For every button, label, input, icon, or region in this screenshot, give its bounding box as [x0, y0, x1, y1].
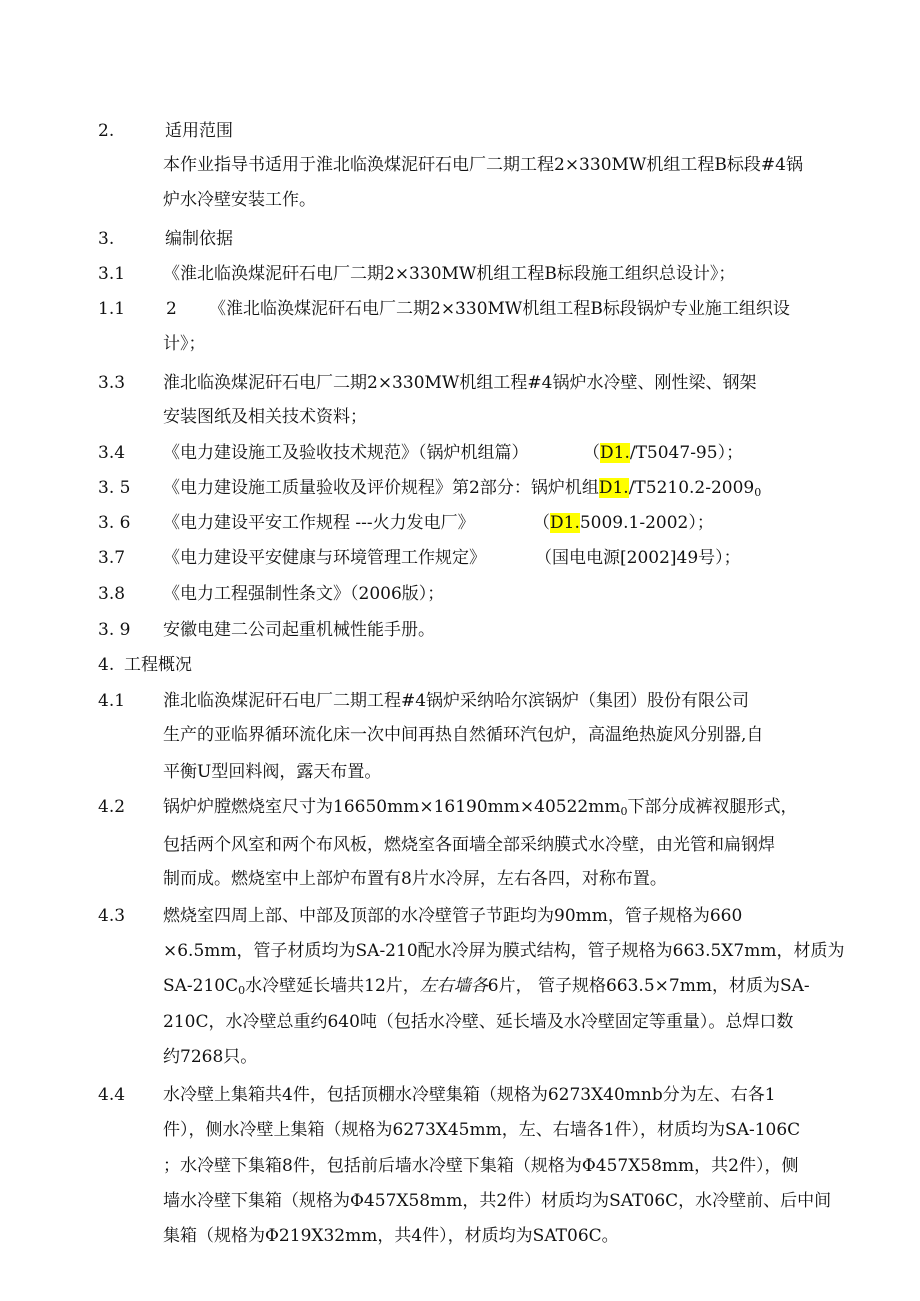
section-title: 工程概况 — [124, 655, 192, 675]
item-number: 3.4 — [98, 443, 126, 463]
standard-code: （D1./T5047-95）； — [583, 443, 744, 463]
item-text: 安装图纸及相关技术资料； — [163, 407, 367, 427]
item-text: 生产的亚临界循环流化床一次中间再热自然循环汽包炉，高温绝热旋风分别器,自 — [163, 725, 764, 745]
list-item-3-9 — [0, 613, 920, 647]
list-item-4-1 — [0, 684, 920, 718]
list-item-4-2 — [0, 790, 920, 824]
item-text: 《电力建设施工质量验收及评价规程》第2部分：锅炉机组$D1./T5210.2-2009_0$ — [163, 478, 762, 499]
item-text: 《电力建设平安健康与环境管理工作规定》 — [163, 548, 486, 568]
list-item-3-7 — [0, 541, 920, 575]
item-text: 燃烧室四周上部、中部及顶部的水冷壁管子节距均为90mm，管子规格为660 — [163, 906, 743, 926]
item-text: 《淮北临涣煤泥矸石电厂二期2×330MW机组工程B标段锅炉专业施工组织设 — [209, 299, 790, 319]
item-text: ×6.5mm，管子材质均为SA-210配水冷屏为膜式结构，管子规格为663.5X7mm，材质为 — [163, 941, 845, 961]
section-number: 2. — [98, 121, 115, 141]
list-item-3-3 — [0, 366, 920, 400]
list-item-continuation — [0, 862, 920, 896]
list-item-continuation — [0, 828, 920, 862]
list-item-continuation — [0, 400, 920, 434]
item-text: 《电力建设施工及验收技术规范》（锅炉机组篇） — [163, 443, 529, 463]
item-number: 3. 9 — [98, 620, 131, 640]
item-number: 3. 5 — [98, 478, 131, 498]
list-item-continuation — [0, 755, 920, 789]
list-item-continuation — [0, 969, 920, 1003]
item-number: 3.7 — [98, 548, 126, 568]
item-text: 墙水冷壁下集箱（规格为Φ457X58mm，共2件）材质均为SAT06C，水冷壁前、后中间 — [163, 1191, 832, 1211]
list-item-3-8 — [0, 577, 920, 611]
list-item-continuation — [0, 934, 920, 968]
section-number: 3. — [98, 229, 115, 249]
item-number: 4.2 — [98, 797, 126, 817]
item-text: 《电力建设平安工作规程 ---火力发电厂》 — [163, 513, 475, 533]
section-3-heading — [0, 222, 920, 256]
item-text: 水冷壁上集箱共4件，包括顶棚水冷壁集箱（规格为6273X40mnb分为左、右各1 — [163, 1085, 776, 1105]
list-item-continuation — [0, 718, 920, 752]
list-item-3-1 — [0, 257, 920, 291]
item-text: 210C，水冷壁总重约640吨（包括水冷壁、延长墙及水冷壁固定等重量）。总焊口数 — [163, 1012, 794, 1032]
section-number: 4. — [98, 655, 115, 675]
list-item-continuation — [0, 1184, 920, 1218]
item-text: 《电力工程强制性条文》（2006版）； — [163, 584, 445, 604]
item-text: 安徽电建二公司起重机械性能手册。 — [163, 620, 435, 640]
item-number: 3.8 — [98, 584, 126, 604]
item-text: 计》； — [163, 334, 206, 354]
list-item-4-4 — [0, 1078, 920, 1112]
section-4-heading — [0, 648, 920, 682]
list-item-continuation — [0, 1113, 920, 1147]
item-text: 《淮北临涣煤泥矸石电厂二期2×330MW机组工程B标段施工组织总设计》； — [163, 264, 736, 284]
list-item-4-3 — [0, 899, 920, 933]
standard-code: （D1.5009.1-2002）； — [533, 513, 714, 533]
list-item-continuation — [0, 1040, 920, 1074]
paragraph-line — [0, 183, 920, 217]
item-number: 4.4 — [98, 1085, 126, 1105]
item-text: ；水冷壁下集箱8件，包括前后墙水冷壁下集箱（规格为Φ457X58mm，共2件），侧 — [163, 1156, 799, 1176]
item-text: 锅炉炉膛燃烧室尺寸为$16650mm\times 16190mm\times 40522mm_0$下部分成裤衩腿形式， — [163, 797, 798, 818]
list-item-3-6 — [0, 506, 920, 540]
item-text: 淮北临涣煤泥矸石电厂二期工程#4锅炉采纳哈尔滨锅炉（集团）股份有限公司 — [163, 691, 750, 711]
item-number: 4.1 — [98, 691, 126, 711]
item-number: 3.3 — [98, 373, 126, 393]
section-2-heading — [0, 114, 920, 148]
highlight: D1. — [600, 443, 630, 463]
list-item-3-5 — [0, 471, 920, 505]
list-item-continuation — [0, 1149, 920, 1183]
item-number-suffix: 2 — [166, 299, 177, 319]
section-title: 适用范围 — [165, 121, 233, 141]
item-number: 3.1 — [98, 264, 126, 284]
item-text: 制而成。燃烧室中上部炉布置有8片水冷屏，左右各四，对称布置。 — [163, 869, 667, 889]
list-item-3-4 — [0, 436, 920, 470]
item-text: $SA-210C_0$水冷壁延长墙共12片，左右墙各6片， 管子规格663.5×7mm，材质为SA- — [163, 976, 810, 997]
paragraph-line — [0, 148, 920, 182]
item-text: 淮北临涣煤泥矸石电厂二期2×330MW机组工程#4锅炉水冷壁、刚性梁、钢架 — [163, 373, 757, 393]
paragraph-text: 本作业指导书适用于淮北临涣煤泥矸石电厂二期工程2×330MW机组工程B标段#4锅 — [163, 155, 803, 175]
highlight: D1. — [598, 478, 629, 498]
list-item-continuation — [0, 1219, 920, 1253]
item-text: 包括两个风室和两个布风板，燃烧室各面墙全部采纳膜式水冷壁，由光管和扁钢焊 — [163, 835, 775, 855]
list-item-continuation — [0, 327, 920, 361]
highlight: D1. — [550, 513, 580, 533]
paragraph-text: 炉水冷壁安装工作。 — [163, 190, 316, 210]
item-number: 1.1 — [98, 299, 126, 319]
list-item-3-2 — [0, 292, 920, 326]
item-text: 约7268只。 — [163, 1047, 258, 1067]
section-title: 编制依据 — [165, 229, 233, 249]
item-text-extra: （国电电源[2002]49号）； — [535, 548, 741, 568]
item-number: 3. 6 — [98, 513, 131, 533]
item-text: 件），侧水冷壁上集箱（规格为6273X45mm，左、右墙各1件），材质均为SA-106C — [163, 1120, 801, 1140]
item-number: 4.3 — [98, 906, 126, 926]
list-item-continuation — [0, 1005, 920, 1039]
item-text: 集箱（规格为Φ219X32mm，共4件），材质均为SAT06C。 — [163, 1226, 619, 1246]
item-text: 平衡U型回料阀，露天布置。 — [163, 762, 382, 782]
